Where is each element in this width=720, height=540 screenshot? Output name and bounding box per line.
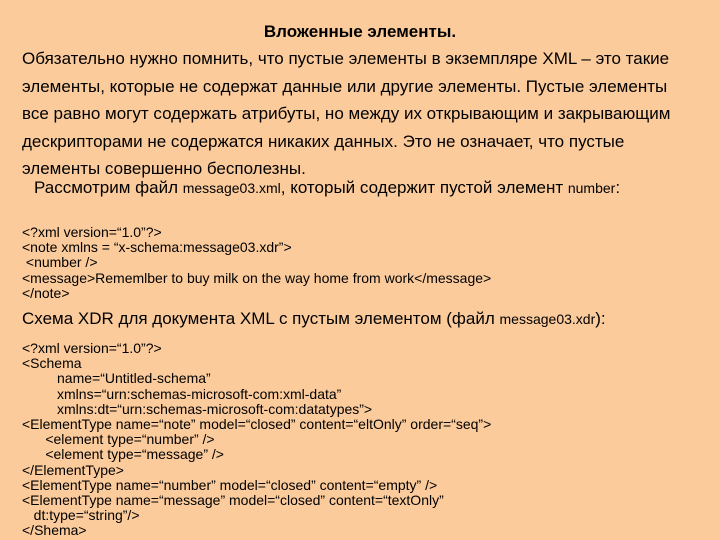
schema-heading xyxy=(22,309,606,329)
code-line: <note xmlns = “x-schema:message03.xdr”> xyxy=(22,239,292,256)
code-line: xmlns:dt=“urn:schemas-microsoft-com:datatypes”> xyxy=(22,400,373,417)
code-line: <element type=“number” /> xyxy=(22,431,215,448)
schema-text: ): xyxy=(595,309,606,328)
code-line: <?xml version=“1.0”?> xyxy=(22,340,162,356)
paragraph-line: элементы, которые не содержат данные или другие элементы. Пустые элементы xyxy=(22,76,668,96)
code-line: <?xml version=“1.0”?> xyxy=(22,224,162,240)
intro-text: : xyxy=(615,178,621,197)
code-line: <message>Rememlber to buy milk on the way home from work</message> xyxy=(22,269,492,286)
code-line: dt:type=“string”/> xyxy=(22,507,140,524)
xdr-code-block xyxy=(22,341,491,539)
code-line: </ElementType> xyxy=(22,461,124,478)
schema-text: Схема XDR для документа XML с пустым элементом (файл xyxy=(22,309,500,328)
intro-text: Рассмотрим файл xyxy=(34,178,183,197)
intro-text: , который содержит пустой элемент xyxy=(280,178,568,197)
body-paragraph xyxy=(22,45,712,183)
code-line: <ElementType name=“note” model=“closed” content=“eltOnly” order=“seq”> xyxy=(22,416,492,433)
paragraph-line: все равно могут содержать атрибуты, но между их открывающим и закрывающим xyxy=(22,104,671,123)
code-line: <ElementType name=“number” model=“closed” content=“empty” /> xyxy=(22,476,438,493)
code-line: <element type=“message” /> xyxy=(22,446,224,463)
element-name: number xyxy=(567,180,616,196)
paragraph-line: дескрипторами не содержатся никаких данных. Это не означает, что пустые xyxy=(22,131,625,151)
xml-code-block xyxy=(22,225,491,301)
paragraph-line: Обязательно нужно помнить, что пустые элементы в экземпляре XML – это такие xyxy=(22,49,670,68)
code-line: <Schema xyxy=(22,355,82,372)
intro-line xyxy=(34,178,620,198)
code-line: </note> xyxy=(22,284,70,301)
slide-title: Вложенные элементы. xyxy=(263,22,457,41)
code-line: <ElementType name=“message” model=“closed” content=“textOnly” xyxy=(22,492,444,509)
code-line: xmlns=“urn:schemas-microsoft-com:xml-data” xyxy=(22,385,342,402)
paragraph-line: элементы совершенно бесполезны. xyxy=(22,159,306,178)
filename: message03.xdr xyxy=(499,311,596,327)
code-line: </Shema> xyxy=(22,522,87,539)
code-line: name=“Untitled-schema” xyxy=(22,370,211,387)
filename: message03.xml xyxy=(182,180,281,196)
code-line: <number /> xyxy=(22,254,98,271)
